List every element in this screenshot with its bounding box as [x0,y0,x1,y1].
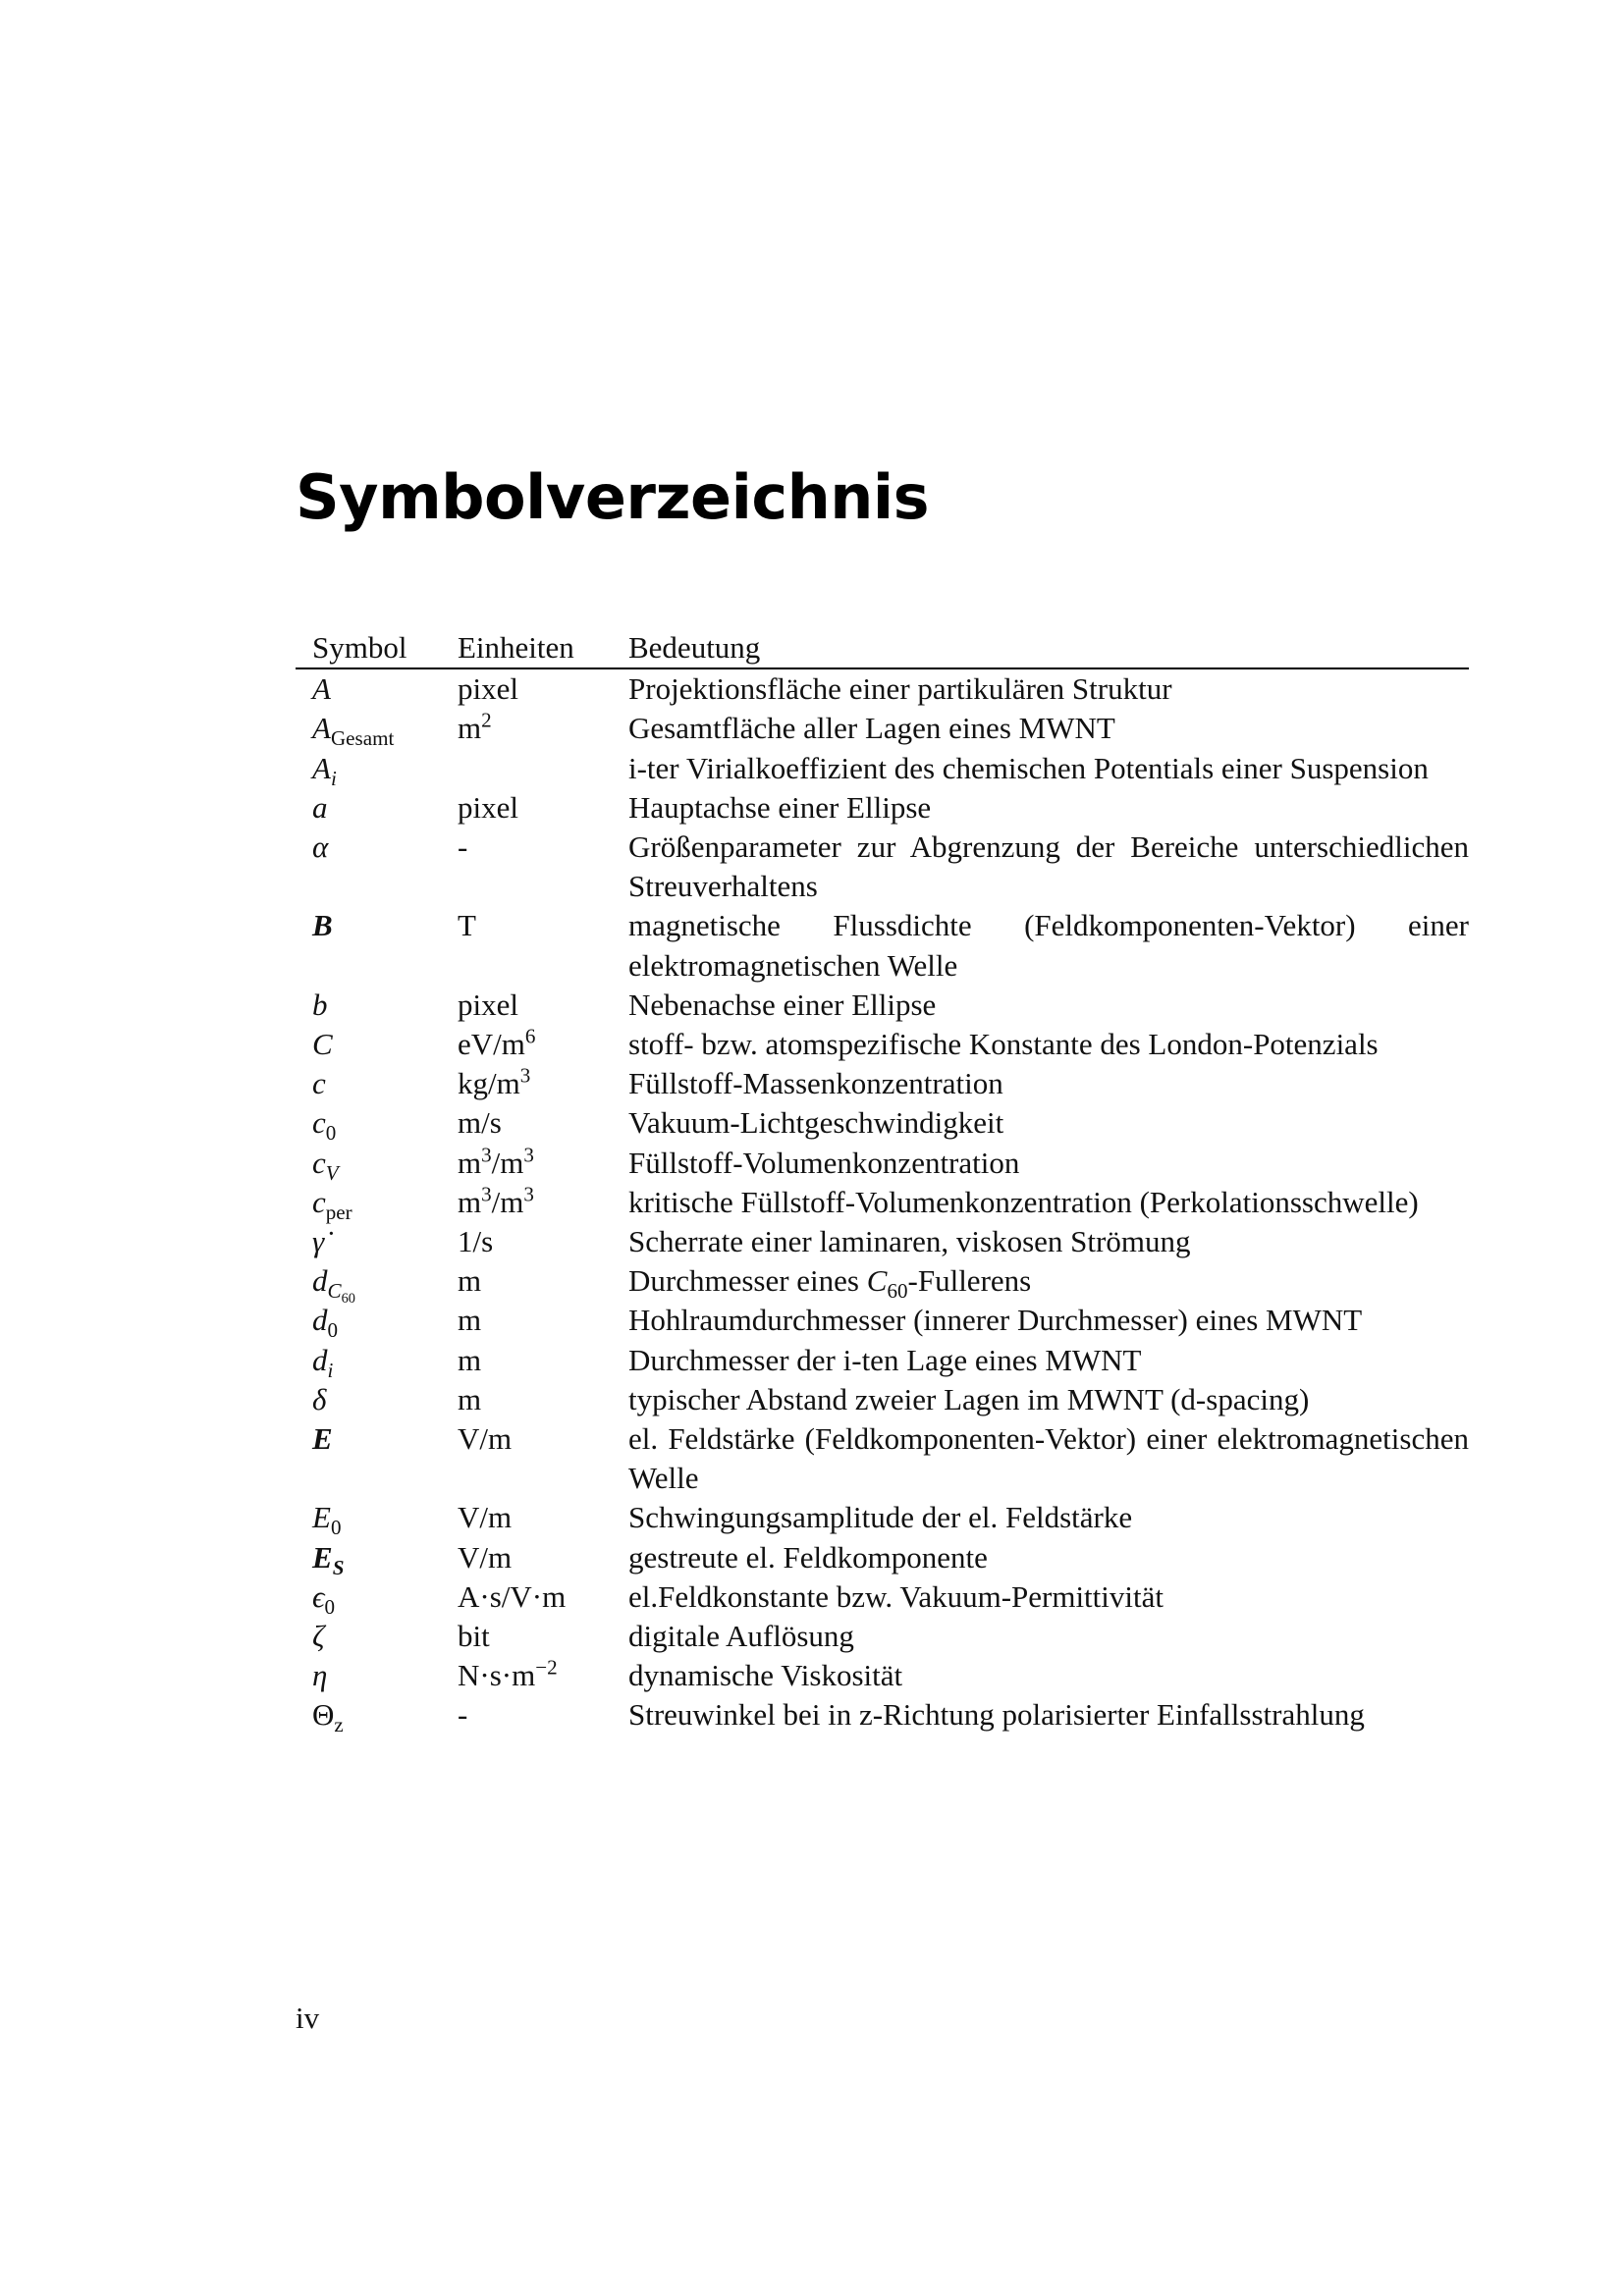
meaning-text: el. Feldstärke (Feldkomponenten-Vektor) einer elektromagnetischen Welle [628,1421,1469,1496]
symbol-text: c [312,1145,326,1180]
unit-superscript: 3 [481,1143,492,1167]
symbol-table [296,628,1469,1735]
meaning-text: Füllstoff-Volumenkonzentration [628,1145,1020,1180]
meaning-subscript: 60 [887,1279,908,1304]
unit-text: V/m [458,1539,513,1575]
table-row [296,1498,1469,1540]
table-row [296,1419,1469,1498]
unit-text: m [458,1263,482,1299]
unit-cell [458,906,628,985]
unit-text: m [458,1145,482,1180]
meaning-cell [628,1183,1469,1222]
symbol-text: E [312,1539,333,1575]
unit-text: T [458,908,476,943]
symbol-subscript: 0 [330,1516,342,1540]
symbol-cell [296,1341,458,1380]
unit-text: eV/m [458,1027,525,1062]
symbol-cell [296,788,458,828]
unit-cell [458,1103,628,1143]
meaning-text: -Fullerens [907,1263,1032,1299]
meaning-cell [628,1498,1469,1537]
table-row [296,906,1469,985]
symbol-subscript: 0 [325,1121,337,1146]
table-row [296,1064,1469,1103]
unit-cell [458,1341,628,1380]
unit-cell [458,1498,628,1537]
meaning-text: Durchmesser der i-ten Lage eines MWNT [628,1342,1142,1377]
meaning-text: i-ter Virialkoeffizient des chemischen Potentials einer Suspension [628,750,1429,785]
symbol-text: E [312,1421,333,1457]
unit-superscript: 2 [481,709,492,733]
unit-cell [458,1577,628,1617]
meaning-cell [628,1064,1469,1103]
symbol-text: A [312,750,331,785]
symbol-cell [296,1538,458,1577]
symbol-text: Θ [312,1697,335,1733]
symbol-text: A [312,711,331,746]
meaning-text: Nebenachse einer Ellipse [628,987,937,1022]
table-row [296,1301,1469,1343]
symbol-cell [296,1261,458,1308]
unit-cell [458,1064,628,1103]
symbol-cell [296,1025,458,1064]
symbol-cell [296,1144,458,1183]
symbol-subscript [327,1279,355,1308]
meaning-text: digitale Auflösung [628,1619,854,1654]
symbol-subscript: S [332,1555,345,1579]
symbol-text: b [312,987,328,1022]
symbol-text: d [312,1263,328,1299]
unit-text: pixel [458,987,518,1022]
symbol-text: c [312,1105,326,1141]
symbol-cell [296,709,458,751]
symbol-subscript: Gesamt [330,726,395,751]
symbol-cell [296,669,458,709]
meaning-cell [628,788,1469,828]
meaning-cell [628,1025,1469,1064]
unit-text-tail: /m [491,1145,524,1180]
unit-cell [458,1617,628,1656]
unit-superscript: 3 [481,1182,492,1206]
unit-superscript: −2 [535,1655,558,1680]
meaning-cell [628,1144,1469,1183]
meaning-text: Größenparameter zur Abgrenzung der Bereiche unterschiedlichen Streuverhaltens [628,829,1469,904]
table-row [296,709,1469,751]
symbol-cell [296,1103,458,1146]
unit-text: m [458,711,482,746]
unit-text: kg/m [458,1066,520,1101]
table-row [296,1656,1469,1695]
unit-text: pixel [458,789,518,825]
unit-text: V/m [458,1421,513,1457]
header-units: Einheiten [458,630,574,665]
meaning-text: Hohlraumdurchmesser (innerer Durchmesser) eines MWNT [628,1303,1363,1338]
page-number: iv [296,2001,320,2035]
symbol-subscript-text: C [327,1279,342,1304]
symbol-cell [296,1617,458,1656]
symbol-cell [296,749,458,788]
symbol-cell [296,986,458,1025]
unit-cell [458,986,628,1025]
table-row [296,1261,1469,1308]
table-row [296,986,1469,1025]
page-title: Symbolverzeichnis [296,461,930,533]
symbol-cell [296,1656,458,1695]
symbol-subscript: i [330,766,337,790]
meaning-cell [628,906,1469,985]
table-row [296,788,1469,828]
meaning-text: Füllstoff-Massenkonzentration [628,1066,1003,1101]
symbol-text: E [312,1500,331,1535]
symbol-text: d [312,1342,328,1377]
table-row [296,1538,1469,1577]
symbol-cell [296,1498,458,1540]
symbol-text: η [312,1658,328,1693]
meaning-text: dynamische Viskosität [628,1658,903,1693]
unit-cell [458,1695,628,1735]
meaning-text: stoff- bzw. atomspezifische Konstante des London-Potenzials [628,1027,1379,1062]
symbol-cell [296,1695,458,1735]
unit-superscript: 6 [524,1024,536,1048]
table-row [296,669,1469,709]
symbol-text: δ [312,1381,327,1416]
unit-text: 1/s [458,1224,494,1259]
unit-text: - [458,829,468,865]
unit-cell [458,669,628,709]
unit-cell [458,1222,628,1261]
meaning-text: Scherrate einer laminaren, viskosen Strömung [628,1224,1191,1259]
meaning-text: Projektionsfläche einer partikulären Struktur [628,671,1172,707]
symbol-cell [296,1380,458,1419]
table-row [296,1695,1469,1735]
header-meaning: Bedeutung [628,630,761,665]
symbol-subscript: per [325,1201,352,1225]
symbol-subsubscript: 60 [341,1291,355,1308]
unit-text: m [458,1303,482,1338]
unit-cell [458,1380,628,1419]
symbol-text: γ̇ [312,1224,325,1259]
symbol-text: c [312,1066,326,1101]
unit-cell [458,1025,628,1064]
unit-text: pixel [458,671,518,707]
unit-cell [458,1656,628,1695]
meaning-cell [628,1380,1469,1419]
meaning-cell [628,1656,1469,1695]
meaning-text: typischer Abstand zweier Lagen im MWNT (d-spacing) [628,1381,1310,1416]
symbol-cell [296,1183,458,1225]
unit-cell [458,1144,628,1183]
symbol-subscript: 0 [327,1318,339,1343]
symbol-subscript: 0 [324,1595,336,1620]
unit-cell [458,788,628,828]
unit-cell [458,1301,628,1340]
meaning-cell [628,1419,1469,1498]
meaning-text: kritische Füllstoff-Volumenkonzentration (Perkolationsschwelle) [628,1184,1419,1219]
unit-cell [458,749,628,788]
unit-text: m [458,1342,482,1377]
unit-text: bit [458,1619,490,1654]
table-row [296,1025,1469,1064]
unit-superscript-2: 3 [523,1143,534,1167]
unit-cell [458,828,628,906]
table-row [296,1182,1469,1225]
meaning-cell [628,828,1469,906]
symbol-subscript: i [327,1358,334,1382]
unit-cell [458,1538,628,1577]
meaning-text: Gesamtfläche aller Lagen eines MWNT [628,711,1115,746]
meaning-cell [628,1538,1469,1577]
unit-cell [458,709,628,748]
table-body [296,669,1469,1735]
symbol-text: a [312,789,328,825]
symbol-cell [296,1301,458,1343]
meaning-cell [628,1261,1469,1304]
meaning-text: Hauptachse einer Ellipse [628,789,932,825]
meaning-text: magnetische Flussdichte (Feldkomponenten-Vektor) einer elektromagnetischen Welle [628,908,1469,983]
symbol-cell [296,1222,458,1261]
header-symbol: Symbol [312,630,407,665]
table-header-row [296,628,1469,669]
meaning-text: Streuwinkel bei in z-Richtung polarisierter Einfallsstrahlung [628,1697,1365,1733]
table-row [296,1103,1469,1146]
symbol-cell [296,828,458,906]
meaning-text: gestreute el. Feldkomponente [628,1539,988,1575]
unit-cell [458,1183,628,1222]
meaning-text: Schwingungsamplitude der el. Feldstärke [628,1500,1133,1535]
symbol-cell [296,906,458,985]
table-row [296,1380,1469,1419]
unit-text-tail: /m [491,1184,524,1219]
unit-text: m [458,1381,482,1416]
unit-text: V/m [458,1500,513,1535]
symbol-text: ζ [312,1619,325,1654]
symbol-cell [296,1064,458,1103]
symbol-text: C [312,1027,333,1062]
symbol-text: A [312,671,331,707]
meaning-text: Vakuum-Lichtgeschwindigkeit [628,1105,1004,1141]
unit-cell [458,1261,628,1301]
table-row [296,1617,1469,1656]
unit-superscript: 3 [519,1063,531,1088]
table-row [296,1222,1469,1261]
meaning-cell [628,1301,1469,1340]
unit-text: A·s/V·m [458,1578,567,1614]
unit-cell [458,1419,628,1498]
meaning-cell [628,749,1469,788]
symbol-text: d [312,1303,328,1338]
symbol-text: B [312,908,333,943]
symbol-cell [296,1419,458,1498]
unit-text: N·s·m [458,1658,536,1693]
meaning-cell [628,1577,1469,1617]
meaning-text-pre: Durchmesser eines [628,1263,867,1299]
meaning-cell [628,1617,1469,1656]
symbol-text: c [312,1184,326,1219]
meaning-variable: C [866,1263,888,1299]
unit-text: - [458,1697,468,1733]
table-row [296,749,1469,788]
symbol-text: ϵ [312,1578,325,1614]
table-row [296,1144,1469,1183]
meaning-cell [628,1341,1469,1380]
meaning-cell [628,669,1469,709]
meaning-cell [628,1222,1469,1261]
unit-text: m/s [458,1105,502,1141]
meaning-cell [628,709,1469,748]
symbol-subscript: V [325,1160,339,1185]
symbol-subscript: z [334,1713,344,1737]
meaning-cell [628,1103,1469,1143]
meaning-text: el.Feldkonstante bzw. Vakuum-Permittivität [628,1578,1164,1614]
table-row [296,1577,1469,1620]
unit-text: m [458,1184,482,1219]
meaning-cell [628,986,1469,1025]
table-row [296,828,1469,906]
meaning-cell [628,1695,1469,1735]
symbol-text: α [312,829,329,865]
unit-superscript-2: 3 [523,1182,534,1206]
symbol-cell [296,1577,458,1620]
table-row [296,1341,1469,1380]
